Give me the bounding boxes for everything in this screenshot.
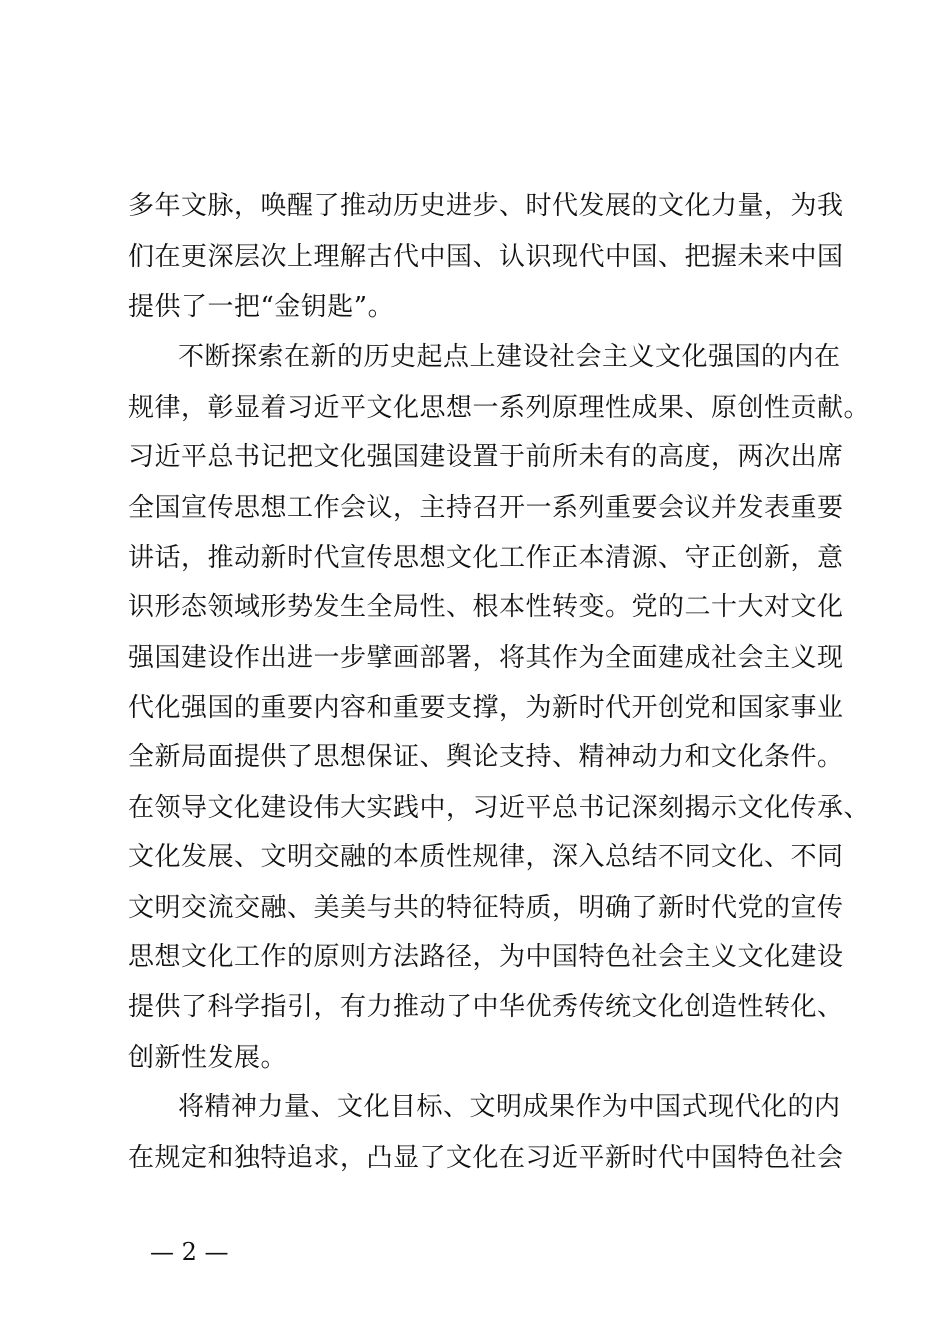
text-line: 识形态领域形势发生全局性、根本性转变。党的二十大对文化 (128, 592, 844, 622)
text-line: 习近平总书记把文化强国建设置于前所未有的高度，两次出席 (128, 442, 844, 472)
text-line: 全国宣传思想工作会议，主持召开一系列重要会议并发表重要 (128, 493, 844, 523)
text-line: 在领导文化建设伟大实践中，习近平总书记深刻揭示文化传承、 (128, 793, 871, 823)
page-number: — 2 — (150, 1238, 229, 1266)
text-line: 在规定和独特追求，凸显了文化在习近平新时代中国特色社会 (128, 1143, 844, 1173)
text-line: 代化强国的重要内容和重要支撑，为新时代开创党和国家事业 (128, 693, 844, 723)
text-line: 全新局面提供了思想保证、舆论支持、精神动力和文化条件。 (128, 742, 844, 772)
text-line: 不断探索在新的历史起点上建设社会主义文化强国的内在 (178, 342, 841, 372)
text-line: 提供了一把“金钥匙”。 (128, 292, 395, 322)
text-line: 文明交流交融、美美与共的特征特质，明确了新时代党的宣传 (128, 893, 844, 923)
text-line: 将精神力量、文化目标、文明成果作为中国式现代化的内 (178, 1092, 841, 1122)
text-line: 规律，彰显着习近平文化思想一系列原理性成果、原创性贡献。 (128, 393, 871, 423)
text-line: 文化发展、文明交融的本质性规律，深入总结不同文化、不同 (128, 842, 844, 872)
text-line: 多年文脉，唤醒了推动历史进步、时代发展的文化力量，为我 (128, 191, 844, 221)
text-line: 们在更深层次上理解古代中国、认识现代中国、把握未来中国 (128, 242, 844, 272)
text-line: 创新性发展。 (128, 1043, 288, 1073)
text-line: 讲话，推动新时代宣传思想文化工作正本清源、守正创新，意 (128, 543, 844, 573)
text-line: 强国建设作出进一步擘画部署，将其作为全面建成社会主义现 (128, 643, 844, 673)
text-line: 思想文化工作的原则方法路径，为中国特色社会主义文化建设 (128, 942, 844, 972)
text-line: 提供了科学指引，有力推动了中华优秀传统文化创造性转化、 (128, 992, 844, 1022)
